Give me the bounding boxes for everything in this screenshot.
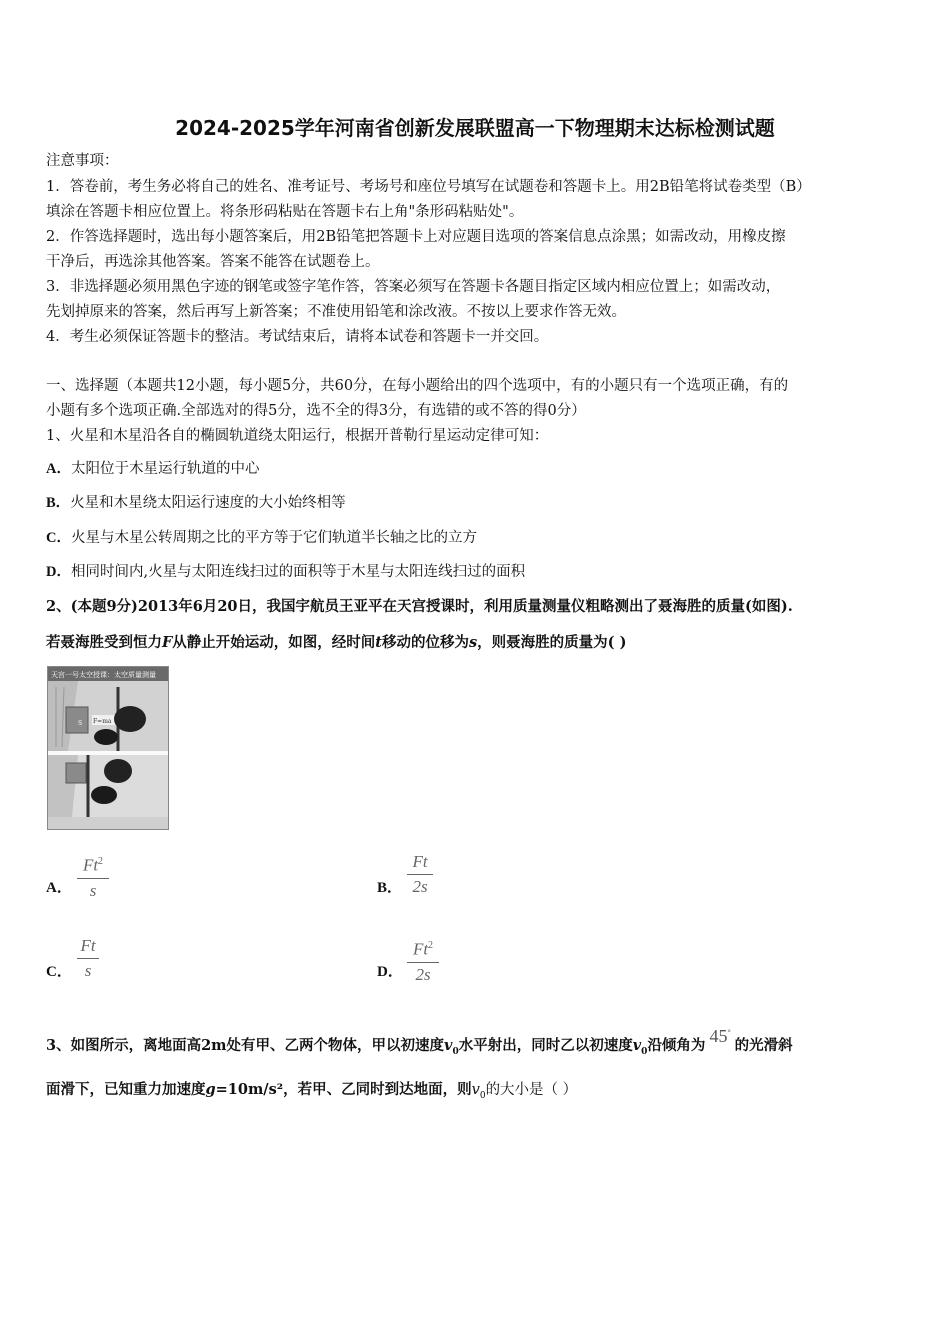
q2-option-c-label: C． (46, 964, 72, 980)
mass-measurement-figure (47, 666, 169, 830)
section-heading: 一、选择题（本题共12小题，每小题5分，共60分，在每小题给出的四个选项中，有的小题只有一个选项正确，有的 (46, 378, 789, 394)
option-text: 太阳位于木星运行轨道的中心 (70, 461, 260, 477)
q3-text: 面滑下，已知重力加速度 (46, 1081, 206, 1098)
notice-line: 干净后，再选涂其他答案。答案不能答在试题卷上。 (46, 254, 380, 270)
v0-symbol: $v_0$ (444, 1037, 459, 1057)
notice-heading: 注意事项： (46, 153, 119, 169)
q2-option-d-formula (407, 935, 439, 986)
q3-text: 的大小是（ ） (485, 1082, 578, 1098)
v0-symbol: $v_0$ (632, 1037, 648, 1057)
q2-text: ，则聂海胜的质量为( ) (477, 634, 627, 651)
q2-option-b-formula (407, 851, 433, 898)
page-title: 2024-2025学年河南省创新发展联盟高一下物理期末达标检测试题 (175, 116, 775, 140)
q3-var-g: g (205, 1081, 216, 1098)
angle-45: 45° (709, 1026, 731, 1046)
option-label: C． (46, 530, 71, 546)
q1-option-a (46, 459, 259, 479)
denominator: s (89, 880, 97, 900)
q1-stem: 1、火星和木星沿各自的椭圆轨道绕太阳运行，根据开普勒行星运动定律可知： (46, 428, 549, 444)
option-label: A． (46, 461, 71, 477)
q2-text: 移动的位移为 (382, 634, 469, 651)
q3-text: 水平射出，同时乙以初速度 (458, 1037, 633, 1054)
figure-caption: 天宫一号太空授课：太空质量测量 (51, 671, 156, 679)
denominator: 2s (415, 964, 431, 984)
q2-option-a-label: A． (46, 880, 72, 896)
q2-option-c-formula (77, 935, 99, 982)
q3-stem-line1 (46, 1026, 793, 1062)
q3-text: 的光滑斜 (734, 1037, 793, 1054)
option-label: D． (46, 564, 71, 580)
q2-text: 从静止开始运动，如图，经时间 (172, 634, 376, 651)
figure-label: S (78, 720, 83, 727)
figure-label: F=ma (93, 718, 112, 725)
notice-line: 先划掉原来的答案，然后再写上新答案；不准使用铅笔和涂改液。不按以上要求作答无效。 (46, 304, 626, 320)
notice-line: 1．答卷前，考生务必将自己的姓名、准考证号、考场号和座位号填写在试题卷和答题卡上。用2B铅笔将试卷类型（B） (46, 179, 811, 195)
q3-text: 3、如图所示，离地面高2m处有甲、乙两个物体，甲以初速度 (46, 1037, 445, 1054)
q2-stem-line2 (46, 633, 626, 653)
option-text: 火星与木星公转周期之比的平方等于它们轨道半长轴之比的立方 (70, 530, 477, 546)
q1-option-b (46, 493, 346, 513)
option-text: 火星和木星绕太阳运行速度的大小始终相等 (70, 495, 346, 511)
numerator: Ft (80, 936, 96, 955)
q2-var-t: t (375, 634, 382, 651)
denominator: s (84, 961, 92, 980)
q2-var-f: F (162, 634, 173, 651)
numerator: Ft$^2$ (82, 855, 104, 875)
section-heading-cont: 小题有多个选项正确.全部选对的得5分，选不全的得3分，有选错的或不答的得0分） (46, 403, 586, 419)
q1-option-d (46, 562, 525, 582)
q1-option-c (46, 528, 477, 548)
q3-stem-line2 (46, 1080, 577, 1106)
notice-line: 3．非选择题必须用黑色字迹的钢笔或签字笔作答，答案必须写在答题卡各题目指定区域内相应位置上；如需改动， (46, 279, 781, 295)
option-text: 相同时间内,火星与太阳连线扫过的面积等于木星与太阳连线扫过的面积 (70, 564, 526, 580)
q2-text: 若聂海胜受到恒力 (46, 634, 162, 651)
numerator: Ft (412, 852, 428, 871)
q2-option-d-label: D． (377, 964, 403, 980)
q2-option-a-formula (77, 851, 109, 902)
q3-text: 沿倾角为 (647, 1037, 706, 1054)
numerator: Ft$^2$ (412, 939, 434, 959)
q2-var-s: s (469, 634, 478, 651)
q2-option-b-label: B． (377, 880, 403, 896)
notice-line: 2．作答选择题时，选出每小题答案后，用2B铅笔把答题卡上对应题目选项的答案信息点涂黑；如需改动，用橡皮擦 (46, 229, 786, 245)
astronaut-illustration (48, 667, 168, 829)
q2-stem-line1: 2、(本题9分)2013年6月20日，我国宇航员王亚平在天宫授课时，利用质量测量仪粗略测出了聂海胜的质量(如图). (46, 598, 793, 615)
notice-line: 4．考生必须保证答题卡的整洁。考试结束后，请将本试卷和答题卡一并交回。 (46, 329, 549, 345)
denominator: 2s (412, 877, 428, 896)
option-label: B． (46, 495, 71, 511)
q3-text: =10m/s²，若甲、乙同时到达地面，则 (215, 1081, 472, 1098)
notice-line: 填涂在答题卡相应位置上。将条形码粘贴在答题卡右上角"条形码粘贴处"。 (46, 204, 524, 220)
v0-symbol: $v_0$ (471, 1082, 486, 1101)
